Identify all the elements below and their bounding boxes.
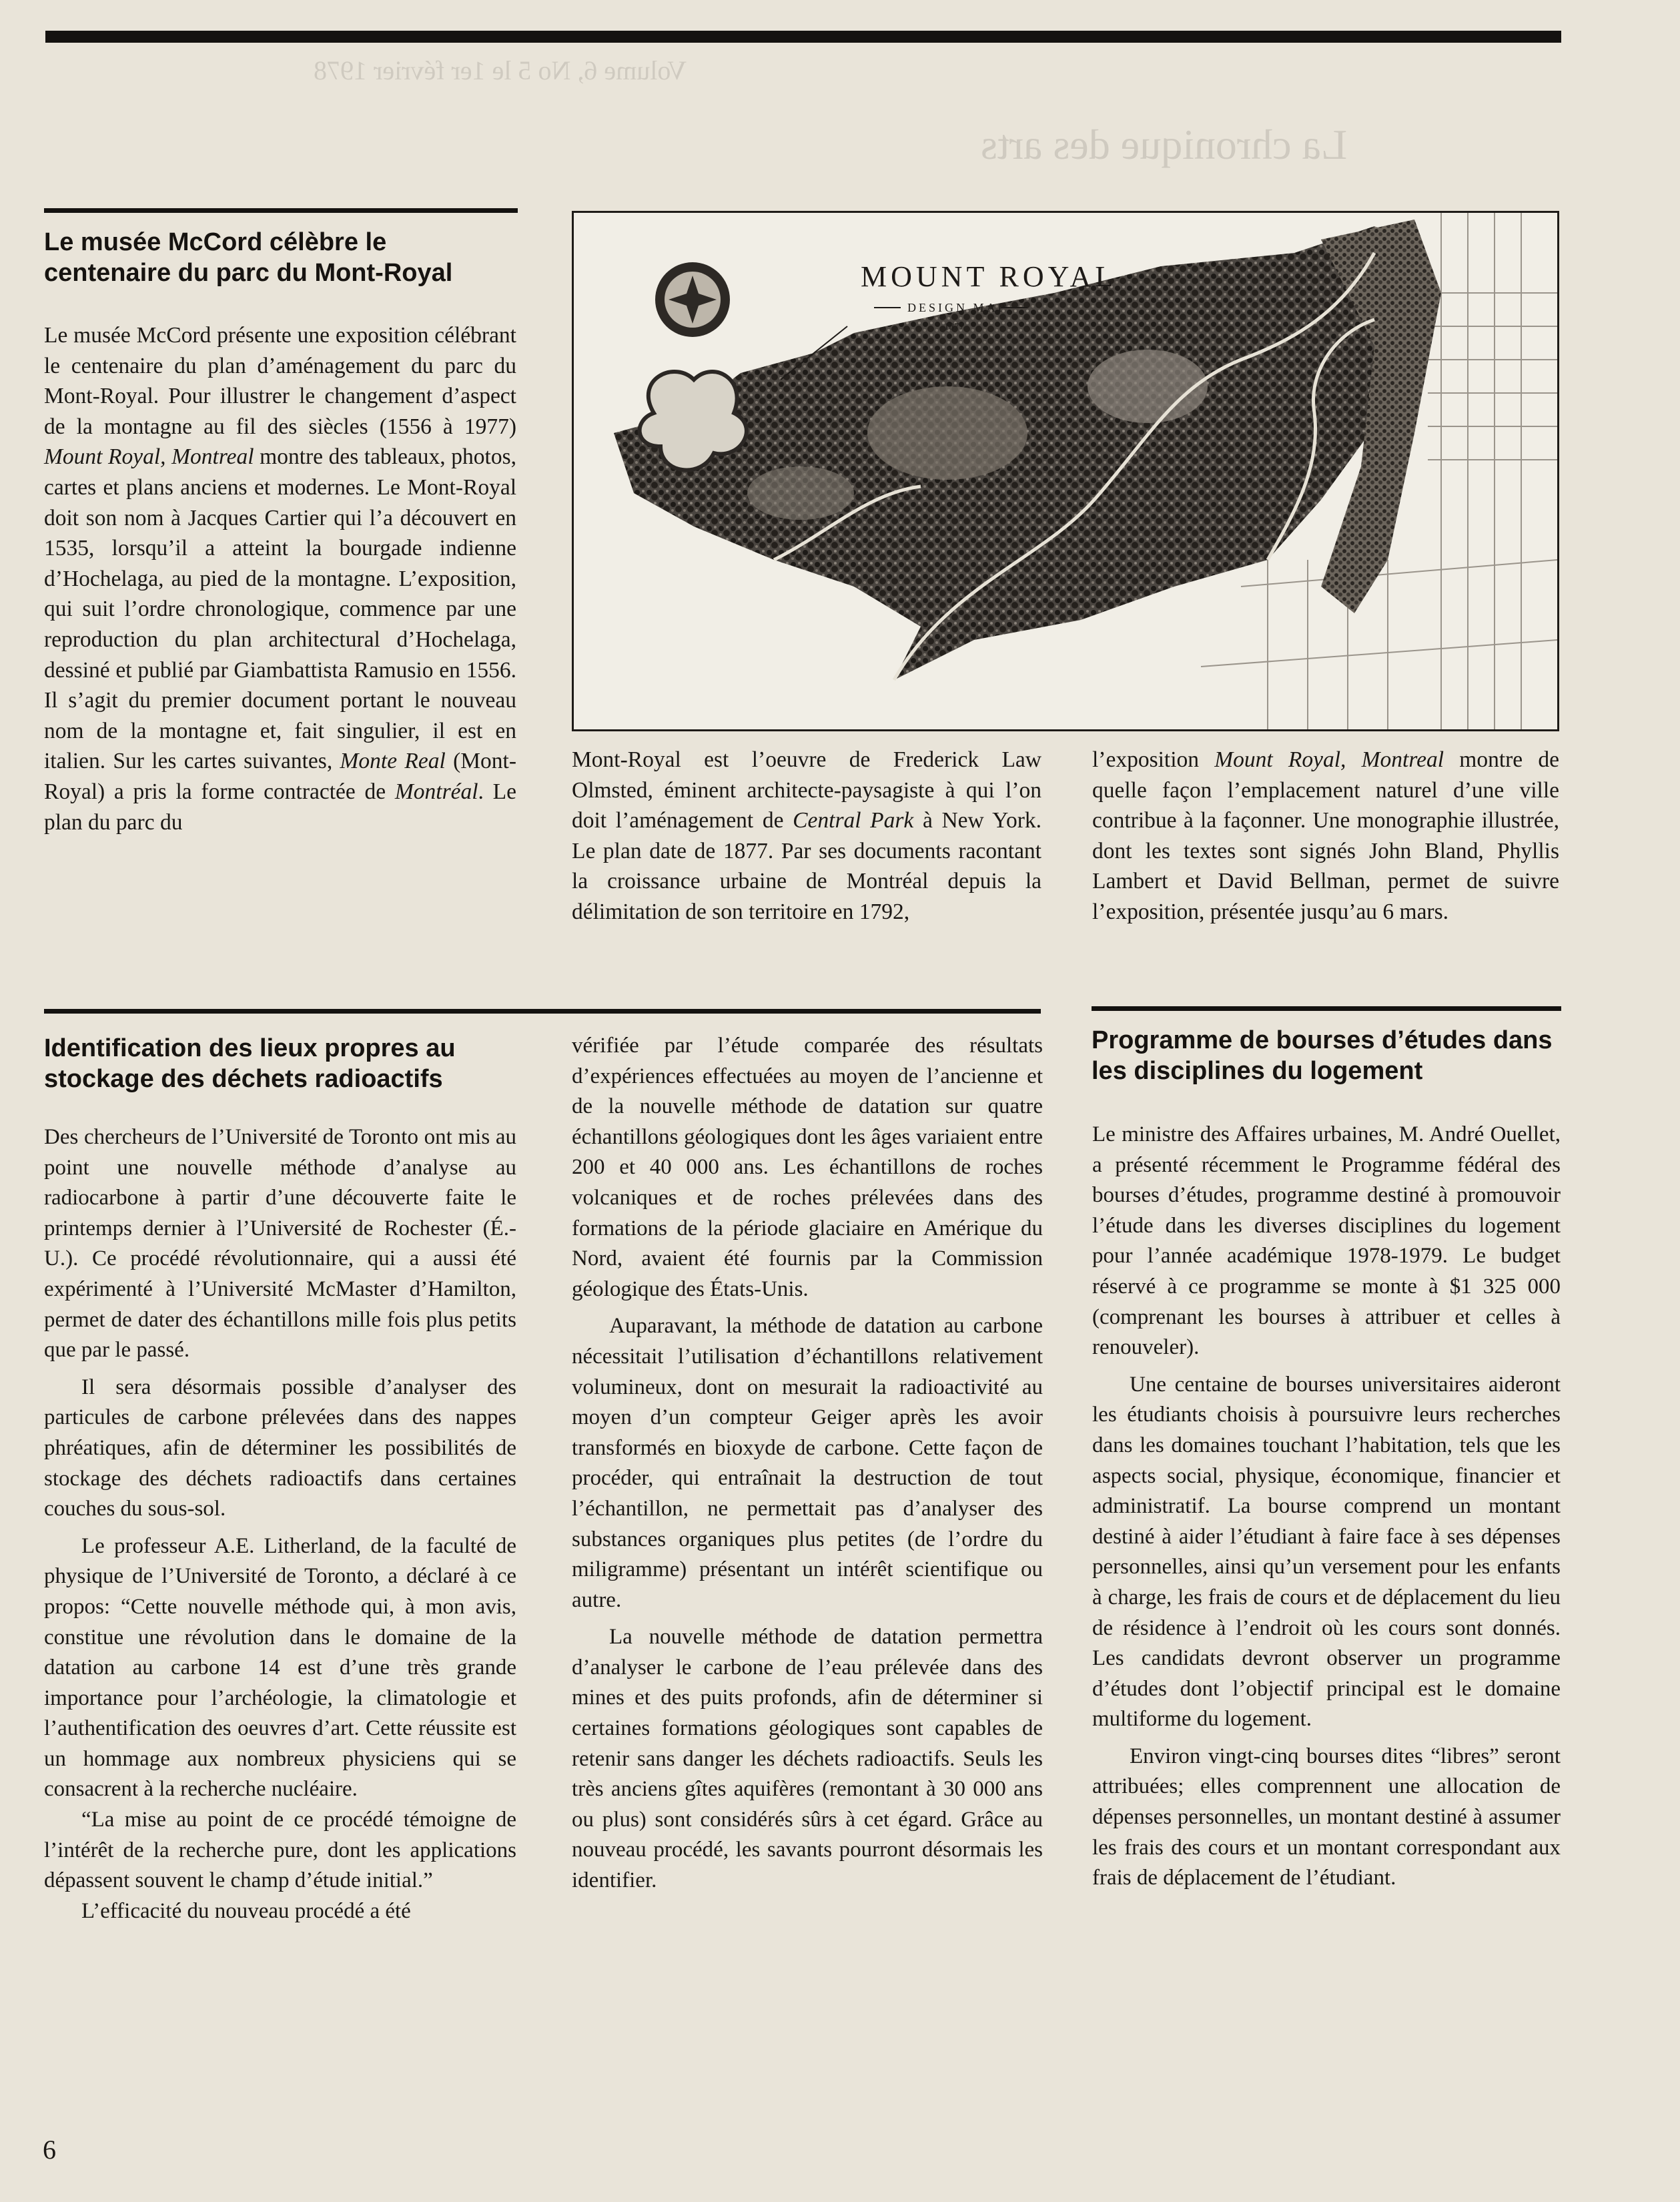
article-mccord-col1-text: Le musée McCord présente une exposition célébrant le centenaire du plan d’aménagement du parc du Mont-Royal. Pour illustrer le changement d’aspect de la montagne au fil des siècles (1556 à 1977) Mount Royal, Montreal montre des tableaux, photos, cartes et plans anciens et modernes. Le Mont-Royal doit son nom à Jacques Cartier qui l’a découvert en 1535, lorsqu’il a atteint la bourgade indienne d’Hochelaga, au pied de la montagne. L’exposition, qui suit l’ordre chronologique, commence par une reproduction du plan architectural d’Hochelaga, dessiné et publié par Giambattista Ramusio en 1556. Il s’agit du premier document portant le nouveau nom de la montagne et, fait singulier, il est en italien. Sur les cartes suivantes, Monte Real (Mont-Royal) a pris la forme contractée de Montréal. Le plan du parc du [44, 323, 516, 835]
compass-rose-icon [655, 262, 730, 337]
article-mccord-rule [44, 208, 518, 213]
article-bourses-rule [1092, 1006, 1561, 1011]
article-bourses-col: Le ministre des Affaires urbaines, M. André Ouellet, a présenté récemment le Programme fédéral des bourses d’études, programme destiné à promouvoir l’étude dans les diverses disciplines du logement pour l’année académique 1978-1979. Le budget réservé à ce programme se monte à $1 325 000 (comprenant les bourses à attribuer et celles à renouveler). Une centaine de bourses universitaires aideront les étudiants choisis à poursuivre leurs recherches dans les domaines touchant l’habitation, tels que les aspects social, physique, économique, financier et administratif. La bourse comprend un montant destiné à aider l’étudiant à faire face à ses dépenses personnelles, ainsi qu’un versement pour les enfants à charge, les frais de cours et de déplacement du lieu de résidence à l’endroit où les cours sont donnés. Les candidats devront observer un programme d’études dont l’objectif principal est le domaine multiforme du logement. Environ vingt-cinq bourses dites “libres” seront attribuées; elles comprennent une allocation de dépenses personnelles, un montant destiné à assumer les frais des cours et un montant correspondant aux frais de déplacement de l’étudiant. [1092, 1122, 1561, 1890]
bleed-through-header: Volume 6, No 5 le 1er février 1978 [314, 55, 687, 85]
article-mccord-col3 [1092, 745, 1559, 928]
article-mccord-col2 [572, 745, 1041, 928]
article-radio-rule [44, 1009, 1041, 1014]
map-title: MOUNT ROYAL [861, 260, 1118, 293]
article-mccord-title: Le musée McCord célèbre le centenaire du parc du Mont-Royal [44, 228, 453, 287]
article-mccord-col1 [44, 320, 516, 837]
article-mccord-col2-text: Mont-Royal est l’oeuvre de Frederick Law Olmsted, éminent architecte-paysagiste à qui l’on doit l’aménagement de Central Park à New York. Le plan date de 1877. Par ses documents racontant la croissance urbaine de Montréal depuis la délimitation de son territoire en 1792, [572, 747, 1042, 924]
mount-royal-design-map [572, 211, 1559, 731]
page-number: 6 [43, 2135, 56, 2165]
article-bourses-title: Programme de bourses d’études dans les disciplines du logement [1092, 1026, 1553, 1085]
article-radio-title: Identification des lieux propres au stockage des déchets radioactifs [44, 1034, 456, 1093]
map-year: 1877 [944, 322, 964, 332]
article-mccord-col3-text: l’exposition Mount Royal, Montreal montre de quelle façon l’emplacement naturel d’une ville contribue à la façonner. Une monographie illustrée, dont les textes sont signés John Bland, Phyllis Lambert et David Bellman, permet de suivre l’exposition, présentée jusqu’au 6 mars. [1092, 747, 1559, 924]
bleed-through-title: La chronique des arts [981, 121, 1348, 168]
map-subtitle: DESIGN MAP [907, 301, 1007, 314]
map-illustration [574, 213, 1557, 729]
top-rule [45, 31, 1561, 43]
article-radio-col2: vérifiée par l’étude comparée des résultats d’expériences effectuées au moyen de l’ancienne et de la nouvelle méthode de datation sur quatre échantillons géologiques dont les âges variaient entre 200 et 40 000 ans. Les échantillons de roches volcaniques et de roches prélevées dans des formations de la période glaciaire en Amérique du Nord, avaient été fournis par la Commission géologique des États-Unis. Auparavant, la méthode de datation au carbone nécessitait l’utilisation d’échantillons relativement volumineux, dont on mesurait la radioactivité au moyen d’un compteur Geiger après les avoir transformés en bioxyde de carbone. Cette façon de procéder, qui entraînait la destruction de tout l’échantillon, ne permettait pas d’analyser des substances organiques plus petites (de l’ordre du miligramme) présentant un intérêt scientifique ou autre. La nouvelle méthode de datation permettra d’analyser le carbone de l’eau prélevée dans des mines et des puits profonds, afin de déterminer si certaines formations géologiques sont capables de retenir sans danger les déchets radioactifs. Seuls les très anciens gîtes aquifères (remontant à 30 000 ans ou plus) sont considérés sûrs à cet égard. Grâce au nouveau procédé, les savants pourront désormais les identifier. [572, 1034, 1043, 1893]
article-radio-col1: Des chercheurs de l’Université de Toronto ont mis au point une nouvelle méthode d’analyse au radiocarbone à partir d’une découverte faite le printemps dernier à l’Université de Rochester (É.-U.). Ce procédé révolutionnaire, qui a aussi été expérimenté à l’Université McMaster d’Hamilton, permet de dater des échantillons mille fois plus petits que par le passé. Il sera désormais possible d’analyser des particules de carbone prélevées dans des nappes phréatiques, afin de déterminer les possibilités de stockage des déchets radioactifs dans certaines couches du sous-sol. Le professeur A.E. Litherland, de la faculté de physique de l’Université de Toronto, a déclaré à ce propos: “Cette nouvelle méthode qui, à mon avis, constitue une révolution dans le domaine de la datation au carbone 14 est d’une très grande importance pour l’archéologie, la climatologie et l’authentification des oeuvres d’art. Cette réussite est un hommage aux nombreux physiciens qui se consacrent à la recherche nucléaire. “La mise au point de ce procédé témoigne de l’intérêt de la recherche pure, dont les applications dépassent souvent le champ d’étude initial.” L’efficacité du nouveau procédé a été [44, 1125, 516, 1923]
